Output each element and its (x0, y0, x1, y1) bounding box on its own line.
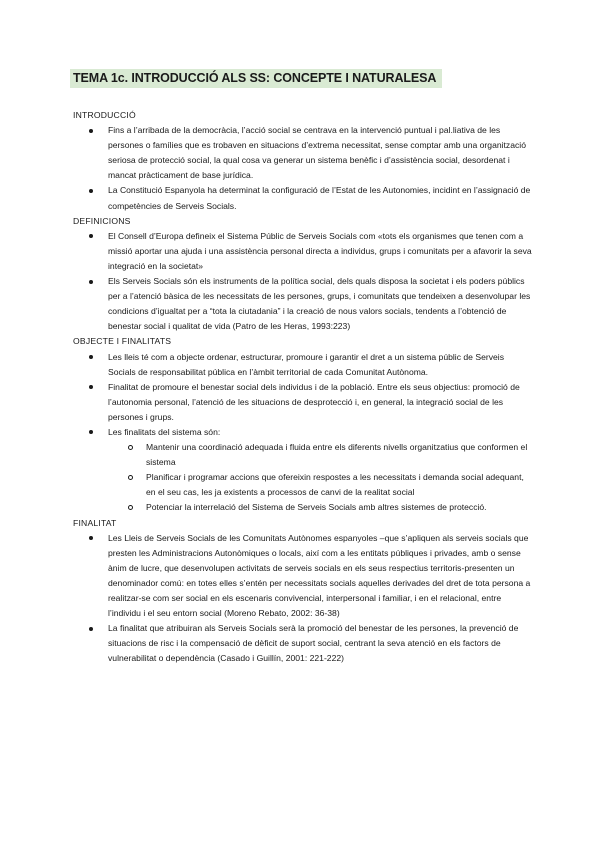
document-body (73, 108, 533, 666)
finalitat-list (73, 531, 533, 667)
section-heading-definicions: DEFINICIONS (73, 215, 131, 226)
objecte-list (73, 350, 533, 441)
section-heading-objecte: OBJECTE I FINALITATS (73, 336, 172, 347)
finalitats-sublist (73, 440, 533, 515)
list-item: Les finalitats del sistema són: (73, 425, 533, 440)
list-item: Les Lleis de Serveis Socials de les Comunitats Autònomes espanyoles –que s’apliquen als serveis socials que presten les Administracions Autonòmiques o locals, així com a les entitats públiques i privades, amb o sense ànim de lucre, que desenvolupen activitats de serveis socials en els seus respectius territoris-presenten un denominador comú: en totes elles s’entén per necessitats socials aquelles derivades del dret de tota persona a realitzar-se com ser social en els escenaris convivencial, interpersonal i familiar, i en el relacional, entre l’individu i el seu entorn social (Moreno Rebato, 2002: 36-38) (73, 531, 533, 622)
list-item: Finalitat de promoure el benestar social dels individus i de la població. Entre els seus objectius: promoció de l’autonomia personal, l’atenció de les situacions de desprotecció i, en general, la integració social de les persones i grups. (73, 380, 533, 425)
sub-list-item: Mantenir una coordinació adequada i fluida entre els diferents nivells organitzatius que conformen el sistema (73, 440, 533, 470)
definicions-list (73, 229, 533, 335)
section-heading-finalitat: FINALITAT (73, 517, 117, 528)
list-item: La finalitat que atribuiran als Serveis Socials serà la promoció del benestar de les persones, la prevenció de situacions de risc i la compensació de dèficit de suport social, centrant la seva atenció en els factors de vulnerabilitat o dependència (Casado i Guillín, 2001: 221-222) (73, 621, 533, 666)
page-title: TEMA 1c. INTRODUCCIÓ ALS SS: CONCEPTE I NATURALESA (70, 69, 442, 88)
introduccio-list (73, 123, 533, 214)
list-item: Les lleis té com a objecte ordenar, estructurar, promoure i garantir el dret a un sistema públic de Serveis Socials de responsabilitat pública en l’àmbit territorial de cada Comunitat Autònoma. (73, 350, 533, 380)
list-item: Fins a l’arribada de la democràcia, l’acció social se centrava en la intervenció puntual i pal.liativa de les persones o famílies que es trobaven en situacions d’extrema necessitat, sense comptar amb una organització seriosa de protecció social, la qual cosa va generar un sistema benèfic i d’assistència social, desordenat i mancat pràcticament de base jurídica. (73, 123, 533, 183)
section-heading-introduccio: INTRODUCCIÓ (73, 110, 136, 120)
list-item: El Consell d’Europa defineix el Sistema Públic de Serveis Socials com «tots els organismes que tenen com a missió aportar una ajuda i una assistència personal directa a individus, grups i comunitats per a afavorir la seva integració en la societat» (73, 229, 533, 274)
sub-list-item: Potenciar la interrelació del Sistema de Serveis Socials amb altres sistemes de protecció. (73, 500, 533, 515)
sub-list-item: Planificar i programar accions que ofereixin respostes a les necessitats i demanda social adequant, en el seu cas, les ja existents a processos de canvi de la realitat social (73, 470, 533, 500)
list-item: La Constitució Espanyola ha determinat la configuració de l’Estat de les Autonomies, incidint en l’assignació de competències de Serveis Socials. (73, 183, 533, 213)
list-item: Els Serveis Socials són els instruments de la política social, dels quals disposa la societat i els poders públics per a l’atenció bàsica de les necessitats de les persones, grups, i comunitats que tendeixen a desenvolupar les condicions d’igualtat per a “tota la ciutadania” i la creació de nous valors socials, tendents a l’obtenció de benestar social i qualitat de vida (Patro de les Heras, 1993:223) (73, 274, 533, 334)
